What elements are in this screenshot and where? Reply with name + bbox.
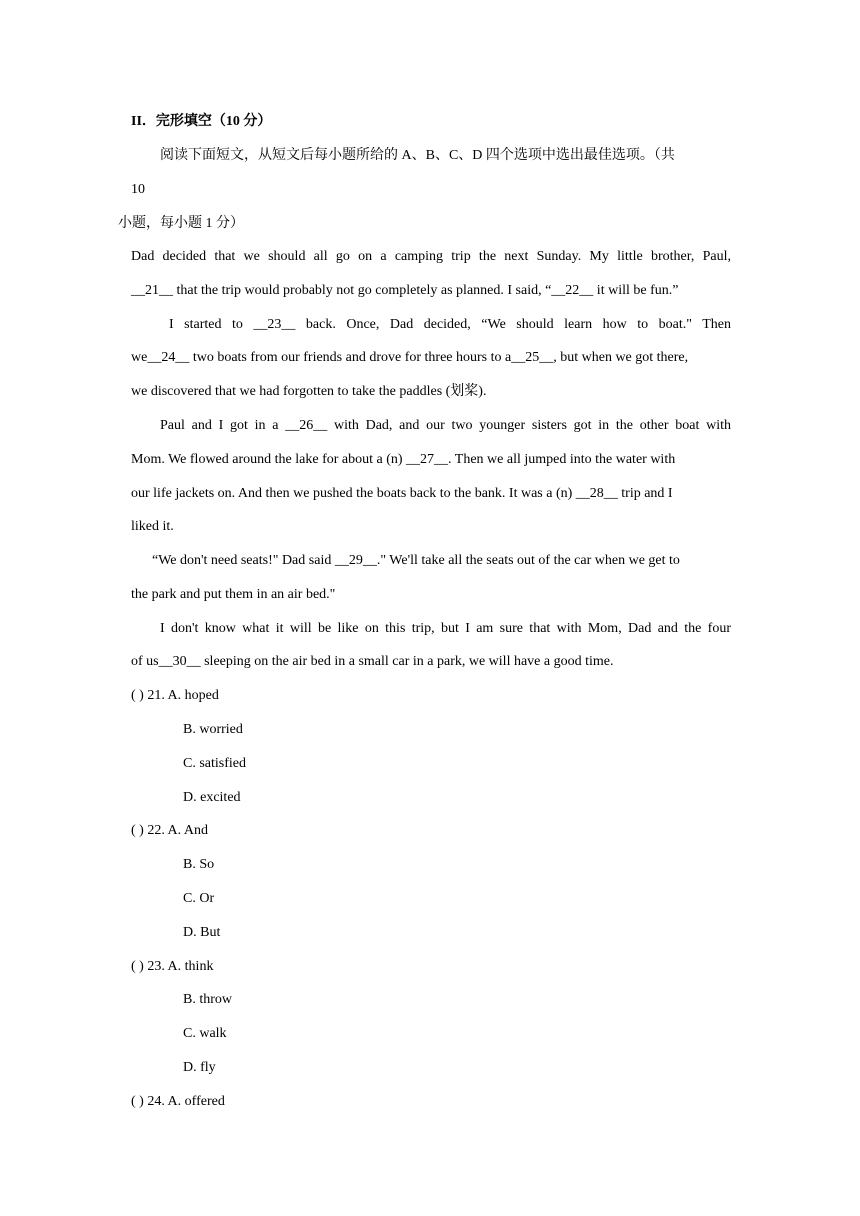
question-stem: ( ) 23. A. think <box>131 959 214 974</box>
passage-line: liked it. <box>131 519 174 534</box>
passage-line: we__24__ two boats from our friends and drove for three hours to a__25__, but when we got there, <box>131 350 689 365</box>
question-option: D. excited <box>183 790 241 805</box>
question-stem: ( ) 22. A. And <box>131 823 208 838</box>
instruction-line: 阅读下面短文，从短文后每小题所给的 A、B、C、D 四个选项中选出最佳选项。（共 <box>160 148 675 163</box>
question-option: D. But <box>183 925 221 940</box>
passage-line: we discovered that we had forgotten to take the paddles (划桨). <box>131 384 487 399</box>
instruction-line: 10 <box>131 182 145 197</box>
passage-line: __21__ that the trip would probably not go completely as planned. I said, “__22__ it will be fun.” <box>131 283 679 298</box>
passage-line: Mom. We flowed around the lake for about a (n) __27__. Then we all jumped into the water with <box>131 452 676 467</box>
passage-line: Paul and I got in a __26__ with Dad, and our two younger sisters got in the other boat with <box>160 418 731 433</box>
passage-line: Dad decided that we should all go on a camping trip the next Sunday. My little brother, Paul, <box>131 249 731 264</box>
question-option: B. throw <box>183 992 232 1007</box>
passage-line: I don't know what it will be like on this trip, but I am sure that with Mom, Dad and the four <box>160 621 731 636</box>
passage-line: I started to __23__ back. Once, Dad decided, “We should learn how to boat." Then <box>169 317 731 332</box>
passage-line: our life jackets on. And then we pushed the boats back to the bank. It was a (n) __28__ trip and I <box>131 486 673 501</box>
passage-line: the park and put them in an air bed." <box>131 587 336 602</box>
question-option: D. fly <box>183 1060 216 1075</box>
passage-line: of us__30__ sleeping on the air bed in a small car in a park, we will have a good time. <box>131 654 614 669</box>
instruction-line: 小题，每小题 1 分） <box>118 216 244 231</box>
question-stem: ( ) 24. A. offered <box>131 1094 225 1109</box>
question-option: C. Or <box>183 891 215 906</box>
question-option: B. So <box>183 857 215 872</box>
question-option: C. walk <box>183 1026 227 1041</box>
question-stem: ( ) 21. A. hoped <box>131 688 219 703</box>
passage-line: “We don't need seats!" Dad said __29__." We'll take all the seats out of the car when we get to <box>152 553 680 568</box>
question-option: C. satisfied <box>183 756 246 771</box>
section-title: II．完形填空（10 分） <box>131 114 272 129</box>
question-option: B. worried <box>183 722 243 737</box>
